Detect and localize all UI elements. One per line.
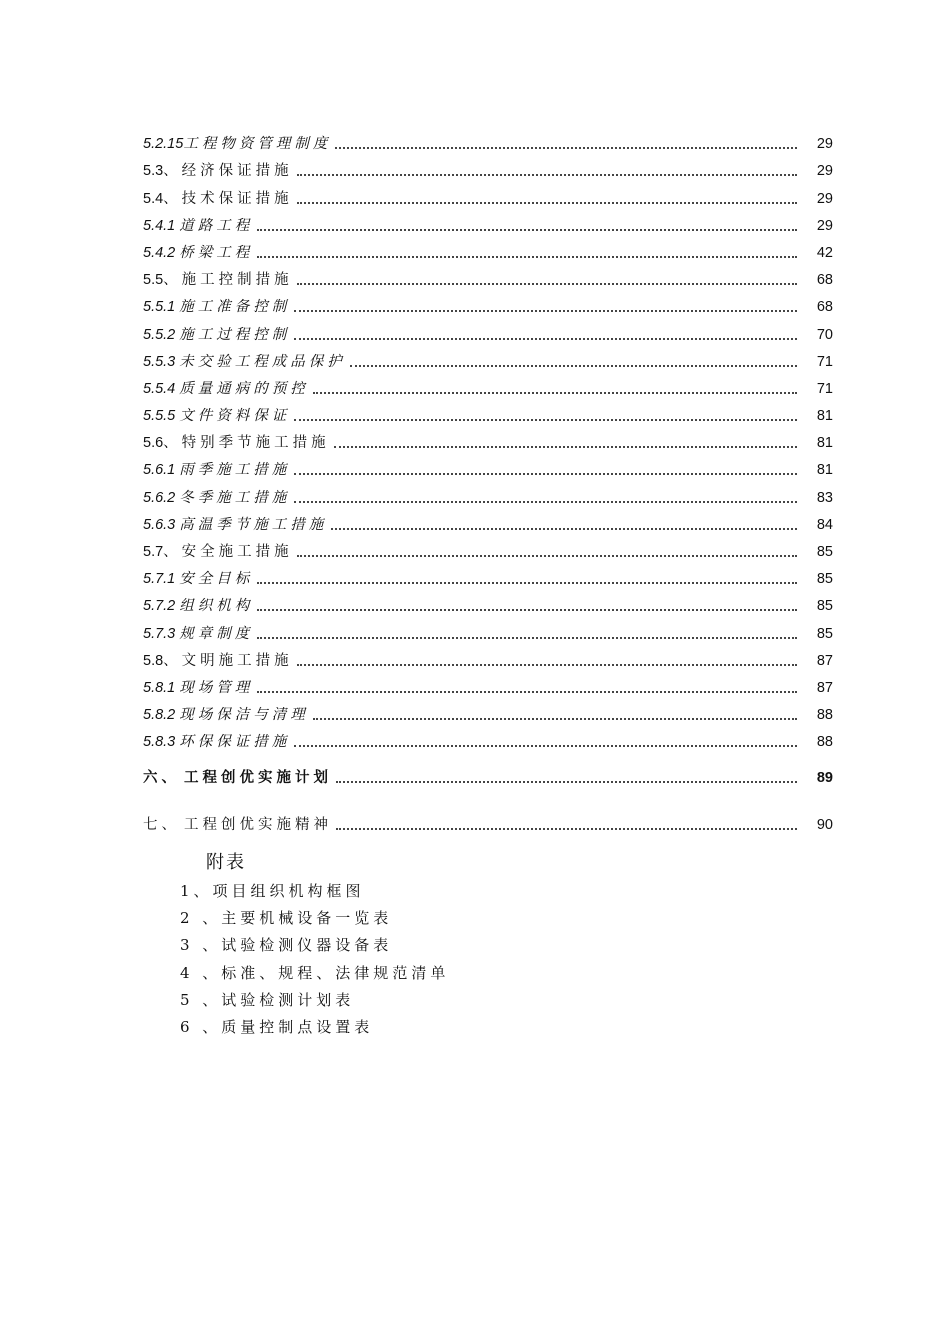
toc-entry[interactable] [143,535,833,562]
toc-entry-page: 81 [816,462,833,479]
toc-entry-number: 5.6.3 [143,516,176,533]
toc-entry[interactable] [143,725,833,752]
appendix-section [180,848,449,1041]
toc-entry-number: 5.5.5 [143,408,176,425]
toc-entry-title: 高温季节施工措施 [179,516,328,533]
toc-entry-title: 文明施工措施 [181,652,293,669]
toc-entry-number: 5.6、 [143,435,178,452]
toc-entry-title: 工程创优实施精神 [184,816,332,833]
toc-entry-page: 90 [816,816,833,833]
toc-entry-title: 冬季施工措施 [179,489,291,506]
toc-entry-page: 71 [816,380,833,397]
toc-entry-page: 29 [816,217,833,234]
appendix-item[interactable]: 5 、试验检测计划表 [180,990,355,1009]
toc-entry[interactable] [143,290,833,317]
toc-entry[interactable] [143,372,833,399]
toc-entry[interactable] [143,263,833,290]
toc-entry-number: 5.5.2 [143,326,176,343]
toc-entry-chapter-6[interactable] [143,760,833,787]
toc-entry-number: 5.8.1 [143,679,176,696]
toc-entry-title: 工程创优实施计划 [184,769,332,786]
toc-entry-page: 29 [816,163,833,180]
toc-entry-title: 组织机构 [179,598,254,615]
toc-entry-number: 5.4、 [143,190,178,207]
toc-leader-dots [294,473,797,475]
toc-entry-page: 84 [816,516,833,533]
toc-entry[interactable] [143,453,833,480]
toc-entry[interactable] [143,644,833,671]
toc-entry[interactable] [143,236,833,263]
toc-entry-page: 42 [816,244,833,261]
toc-entry-title: 技术保证措施 [181,190,293,207]
toc-entry-number: 5.5.1 [143,299,176,316]
toc-entry-title: 安全目标 [179,571,254,588]
toc-entry-number: 5.8.2 [143,707,176,724]
appendix-item[interactable]: 1、项目组织机构框图 [180,882,365,900]
toc-entry-page: 68 [816,299,833,316]
toc-entry-number: 七、 [143,816,180,833]
toc-leader-dots [297,664,797,666]
toc-leader-dots [350,365,797,367]
toc-entry-number: 5.6.2 [143,489,176,506]
toc-entry-number: 5.7.1 [143,571,176,588]
toc-leader-dots [335,147,797,149]
toc-entry[interactable] [143,508,833,535]
toc-entry-page: 87 [816,679,833,696]
toc-entry[interactable] [143,589,833,616]
toc-leader-dots [297,555,797,557]
toc-entry-page: 85 [816,598,833,615]
toc-leader-dots [257,637,797,639]
toc-entry-title: 环保保证措施 [179,734,291,751]
toc-leader-dots [336,828,797,830]
toc-entry-title: 特别季节施工措施 [181,435,330,452]
toc-entry-page: 85 [816,571,833,588]
toc-entry-title: 工程物资管理制度 [183,136,332,153]
toc-entry-number: 5.7、 [143,544,178,560]
toc-leader-dots [331,528,797,530]
toc-entry-title: 质量通病的预控 [179,380,309,397]
toc-entry[interactable] [143,181,833,208]
toc-entry-title: 雨季施工措施 [179,462,291,479]
toc-leader-dots [294,338,797,340]
toc-entry-chapter-7[interactable] [143,808,833,835]
toc-entry-number: 5.7.2 [143,598,176,615]
appendix-item[interactable]: 2 、主要机械设备一览表 [180,909,393,928]
toc-entry-number: 六、 [143,769,180,786]
toc-entry-page: 85 [816,625,833,642]
toc-entry[interactable] [143,616,833,643]
toc-entry-title: 施工过程控制 [179,326,291,343]
toc-entry-number: 5.7.3 [143,625,176,642]
toc-entry[interactable] [143,399,833,426]
toc-entry-page: 29 [816,190,833,207]
toc-entry-number: 5.4.1 [143,217,176,234]
toc-entry-page: 83 [816,489,833,506]
appendix-item[interactable]: 6 、质量控制点设置表 [180,1017,374,1036]
toc-entry-number: 5.5.3 [143,353,176,370]
toc-entry[interactable] [143,154,833,181]
table-of-contents [143,127,833,835]
toc-list [143,127,833,752]
toc-leader-dots [257,256,797,258]
toc-entry-page: 87 [816,652,833,669]
toc-entry-page: 85 [816,544,833,560]
toc-entry-number: 5.4.2 [143,244,176,261]
toc-entry-number: 5.2.15 [143,136,184,153]
toc-entry-title: 道路工程 [179,217,254,234]
toc-entry-title: 现场保洁与清理 [179,707,309,724]
toc-entry[interactable] [143,127,833,154]
toc-entry-title: 未交验工程成品保护 [179,353,346,370]
toc-entry-title: 经济保证措施 [181,163,293,180]
toc-entry-number: 5.5.4 [143,380,176,397]
toc-entry-page: 88 [816,707,833,724]
toc-entry-number: 5.5、 [143,272,178,289]
toc-leader-dots [294,745,797,747]
toc-leader-dots [297,202,797,204]
toc-entry-number: 5.6.1 [143,462,176,479]
toc-entry-number: 5.3、 [143,163,178,180]
toc-leader-dots [334,446,797,448]
appendix-item[interactable]: 4 、标准、规程、法律规范清单 [180,963,450,982]
toc-entry-number: 5.8.3 [143,734,176,751]
toc-entry-page: 70 [816,326,833,343]
toc-entry-title: 现场管理 [179,679,254,696]
toc-entry[interactable] [143,562,833,589]
toc-entry-title: 安全施工措施 [181,544,293,560]
toc-entry-page: 81 [816,408,833,425]
appendix-title: 附表 [206,852,246,873]
toc-entry-title: 文件资料保证 [179,408,291,425]
toc-entry-page: 88 [816,734,833,751]
toc-leader-dots [297,283,797,285]
toc-leader-dots [313,718,797,720]
toc-entry[interactable] [143,317,833,344]
toc-entry-number: 5.8、 [143,652,178,669]
toc-leader-dots [257,582,797,584]
toc-entry[interactable] [143,209,833,236]
toc-entry-title: 施工准备控制 [179,299,291,316]
toc-leader-dots [257,691,797,693]
toc-leader-dots [336,781,797,783]
toc-leader-dots [313,392,797,394]
toc-entry-page: 68 [816,272,833,289]
toc-leader-dots [294,310,797,312]
toc-leader-dots [294,501,797,503]
toc-entry-page: 29 [816,136,833,153]
toc-entry-title: 施工控制措施 [181,272,293,289]
toc-leader-dots [294,419,797,421]
toc-entry-title: 规章制度 [179,625,254,642]
appendix-list [180,878,449,1041]
toc-leader-dots [257,609,797,611]
toc-entry[interactable] [143,698,833,725]
toc-entry[interactable] [143,671,833,698]
toc-entry[interactable] [143,426,833,453]
toc-entry[interactable] [143,480,833,507]
appendix-item[interactable]: 3 、试验检测仪器设备表 [180,936,393,955]
toc-entry-page: 71 [816,353,833,370]
toc-entry-title: 桥梁工程 [179,244,254,261]
toc-entry-page: 89 [816,769,833,786]
toc-leader-dots [257,229,797,231]
toc-leader-dots [297,174,797,176]
toc-entry[interactable] [143,345,833,372]
toc-entry-page: 81 [816,435,833,452]
